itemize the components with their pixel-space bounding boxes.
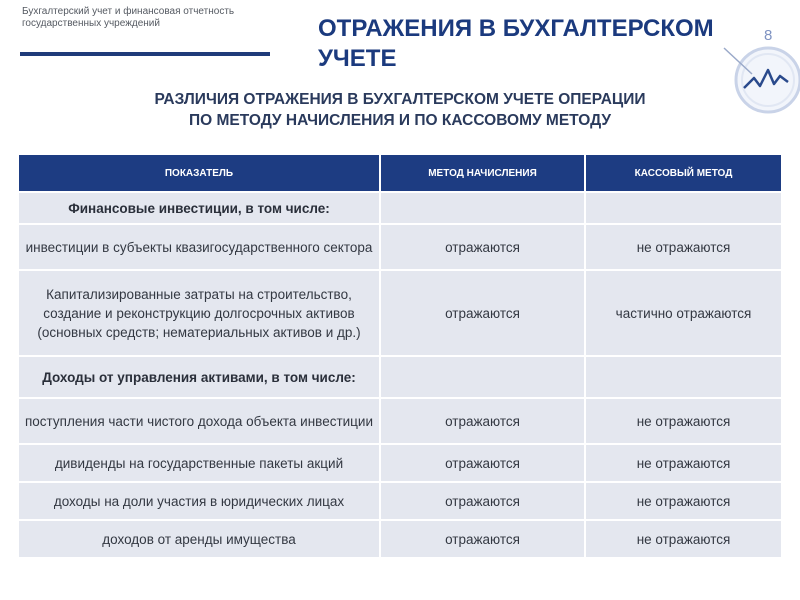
indicator-cell: доходы на доли участия в юридических лицах <box>19 483 381 519</box>
header-divider <box>20 52 270 56</box>
column-header-accrual: МЕТОД НАЧИСЛЕНИЯ <box>381 155 586 191</box>
accrual-cell: отражаются <box>381 445 586 481</box>
indicator-cell: поступления части чистого дохода объекта инвестиции <box>19 399 381 443</box>
table-header-row <box>19 155 781 191</box>
indicator-cell: Финансовые инвестиции, в том числе: <box>19 193 381 223</box>
cash-cell: не отражаются <box>586 483 781 519</box>
table-caption-line-2: ПО МЕТОДУ НАЧИСЛЕНИЯ И ПО КАССОВОМУ МЕТОДУ <box>189 112 611 129</box>
accrual-cell: отражаются <box>381 271 586 355</box>
table-row <box>19 483 781 519</box>
table-row <box>19 271 781 355</box>
table-caption-line-1: РАЗЛИЧИЯ ОТРАЖЕНИЯ В БУХГАЛТЕРСКОМ УЧЕТЕ ОПЕРАЦИИ <box>154 91 646 108</box>
accrual-cell: отражаются <box>381 399 586 443</box>
table-row <box>19 399 781 443</box>
comparison-table <box>19 153 781 559</box>
indicator-cell: Капитализированные затраты на строительство, создание и реконструкцию долгосрочных активов (основных средств; нематериальных активов и др.) <box>19 271 381 355</box>
cash-cell: частично отражаются <box>586 271 781 355</box>
accrual-cell <box>381 193 586 223</box>
table-row <box>19 225 781 269</box>
table-row <box>19 193 781 223</box>
cash-cell: не отражаются <box>586 399 781 443</box>
indicator-cell: инвестиции в субъекты квазигосударственного сектора <box>19 225 381 269</box>
indicator-cell: дивиденды на государственные пакеты акций <box>19 445 381 481</box>
org-name: Бухгалтерский учет и финансовая отчетность государственных учреждений <box>22 6 235 29</box>
cash-cell <box>586 357 781 397</box>
cash-cell <box>586 193 781 223</box>
accrual-cell <box>381 357 586 397</box>
table-row <box>19 357 781 397</box>
accrual-cell: отражаются <box>381 521 586 557</box>
table-row <box>19 445 781 481</box>
page-title: ОТРАЖЕНИЯ В БУХГАЛТЕРСКОМ УЧЕТЕ <box>318 15 714 72</box>
column-header-cash: КАССОВЫЙ МЕТОД <box>586 155 781 191</box>
cash-cell: не отражаются <box>586 225 781 269</box>
table-row <box>19 521 781 557</box>
indicator-cell: доходов от аренды имущества <box>19 521 381 557</box>
column-header-indicator: ПОКАЗАТЕЛЬ <box>19 155 381 191</box>
indicator-cell: Доходы от управления активами, в том числе: <box>19 357 381 397</box>
slide-number: 8 <box>764 27 773 44</box>
table-caption <box>0 89 800 131</box>
accrual-cell: отражаются <box>381 225 586 269</box>
cash-cell: не отражаются <box>586 445 781 481</box>
accrual-cell: отражаются <box>381 483 586 519</box>
cash-cell: не отражаются <box>586 521 781 557</box>
